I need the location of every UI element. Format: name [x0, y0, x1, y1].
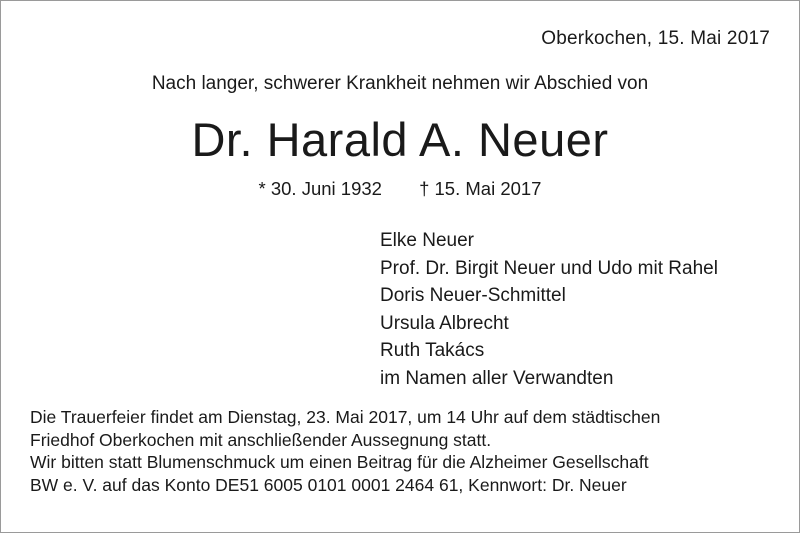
deceased-name: Dr. Harald A. Neuer — [191, 113, 609, 166]
funeral-notice — [30, 406, 780, 496]
mourners-list — [380, 227, 718, 392]
mourner-name: Prof. Dr. Birgit Neuer und Udo mit Rahel — [380, 257, 718, 279]
mourner-name: Ruth Takács — [380, 340, 485, 361]
notice-line: Wir bitten statt Blumenschmuck um einen Beitrag für die Alzheimer Gesellschaft — [30, 452, 649, 472]
notice-line: Friedhof Oberkochen mit anschließender Aussegnung statt. — [30, 429, 492, 450]
mourner-name: Elke Neuer — [380, 230, 474, 251]
mourner-name: Ursula Albrecht — [380, 312, 509, 334]
birth-date: * 30. Juni 1932 — [258, 178, 382, 199]
mourner-name: Doris Neuer-Schmittel — [380, 285, 566, 306]
death-date: † 15. Mai 2017 — [419, 178, 542, 199]
notice-line: Die Trauerfeier findet am Dienstag, 23. Mai 2017, um 14 Uhr auf dem städtischen — [30, 407, 661, 427]
life-dates — [0, 178, 800, 200]
intro-text: Nach langer, schwerer Krankheit nehmen wir Abschied von — [151, 73, 649, 94]
notice-line: BW e. V. auf das Konto DE51 6005 0101 0001 2464 61, Kennwort: Dr. Neuer — [30, 474, 627, 495]
place-date: Oberkochen, 15. Mai 2017 — [541, 28, 770, 49]
mourner-name: im Namen aller Verwandten — [380, 367, 614, 389]
